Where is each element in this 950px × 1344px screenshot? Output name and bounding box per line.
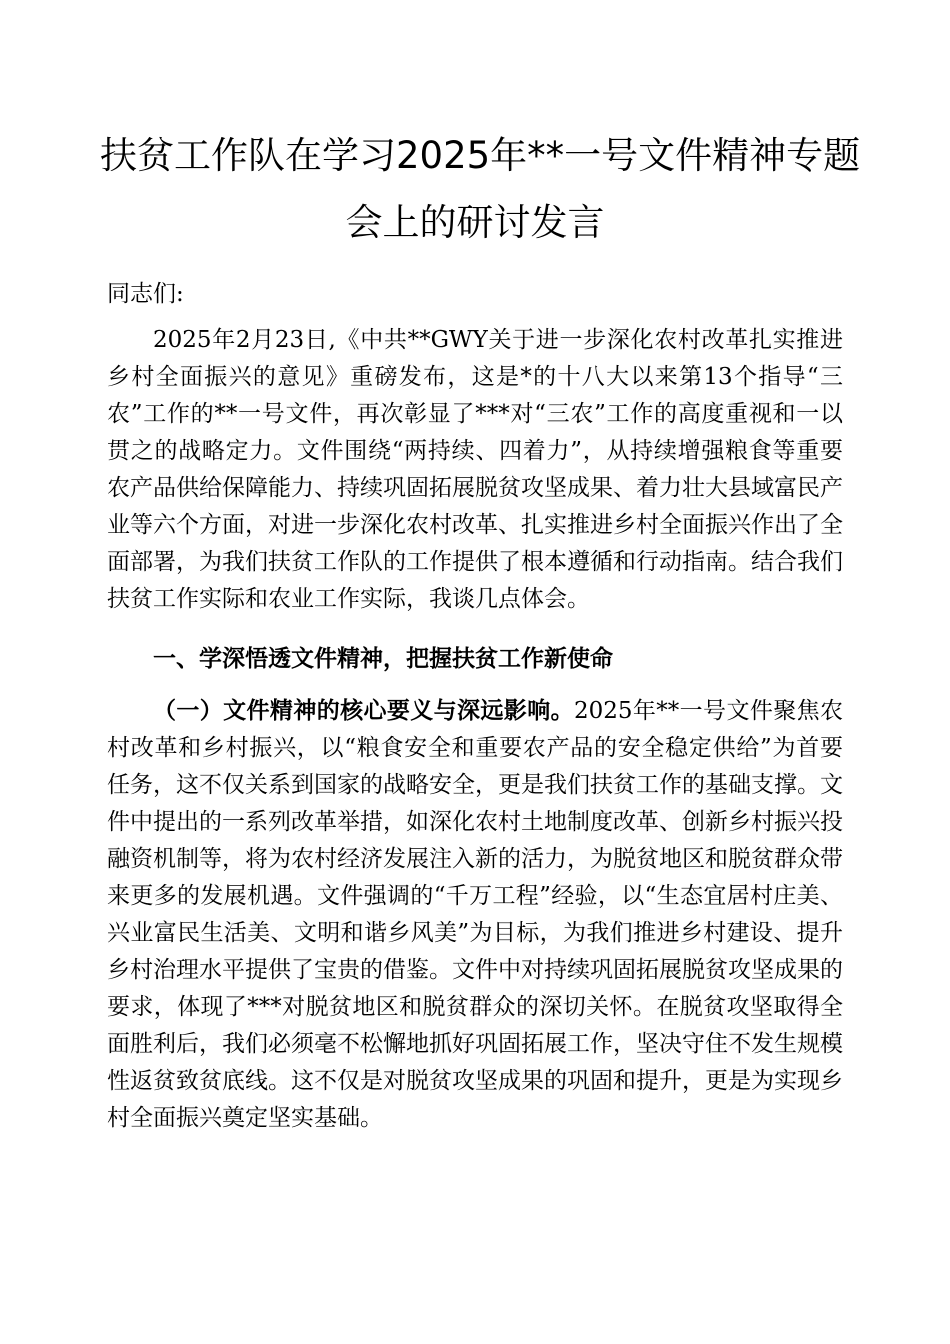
subsection-1-heading: （一）文件精神的核心要义与深远影响。 <box>153 698 574 724</box>
document-title-line-1: 扶贫工作队在学习2025年**一号文件精神专题 <box>100 134 861 177</box>
subsection-1-paragraph <box>107 693 843 1137</box>
document-title-line-2: 会上的研讨发言 <box>345 201 605 244</box>
salutation: 同志们: <box>107 281 184 307</box>
subsection-1-body: 2025年**一号文件聚焦农村改革和乡村振兴，以“粮食安全和重要农产品的安全稳定供给”为首要任务，这不仅关系到国家的战略安全，更是我们扶贫工作的基础支撑。文件中提出的一系列改革举措，如深化农村土地制度改革、创新乡村振兴投融资机制等，将为农村经济发展注入新的活力，为脱贫地区和脱贫群众带来更多的发展机遇。文件强调的“千万工程”经验，以“生态宜居村庄美、兴业富民生活美、文明和谐乡风美”为目标，为我们推进乡村建设、提升乡村治理水平提供了宝贵的借鉴。文件中对持续巩固拓展脱贫攻坚成果的要求，体现了***对脱贫地区和脱贫群众的深切关怀。在脱贫攻坚取得全面胜利后，我们必须毫不松懈地抓好巩固拓展工作，坚决守住不发生规模性返贫致贫底线。这不仅是对脱贫攻坚成果的巩固和提升，更是为实现乡村全面振兴奠定坚实基础。 <box>107 698 843 1131</box>
section-heading-1: 一、学深悟透文件精神，把握扶贫工作新使命 <box>153 646 613 672</box>
intro-paragraph: 2025年2月23日,《中共**GWY关于进一步深化农村改革扎实推进乡村全面振兴的意见》重磅发布，这是*的十八大以来第13个指导“三农”工作的**一号文件，再次彰显了***对“三农”工作的高度重视和一以贯之的战略定力。文件围绕“两持续、四着力”，从持续增强粮食等重要农产品供给保障能力、持续巩固拓展脱贫攻坚成果、着力壮大县域富民产业等六个方面，对进一步深化农村改革、扎实推进乡村全面振兴作出了全面部署，为我们扶贫工作队的工作提供了根本遵循和行动指南。结合我们扶贫工作实际和农业工作实际，我谈几点体会。 <box>107 327 843 612</box>
